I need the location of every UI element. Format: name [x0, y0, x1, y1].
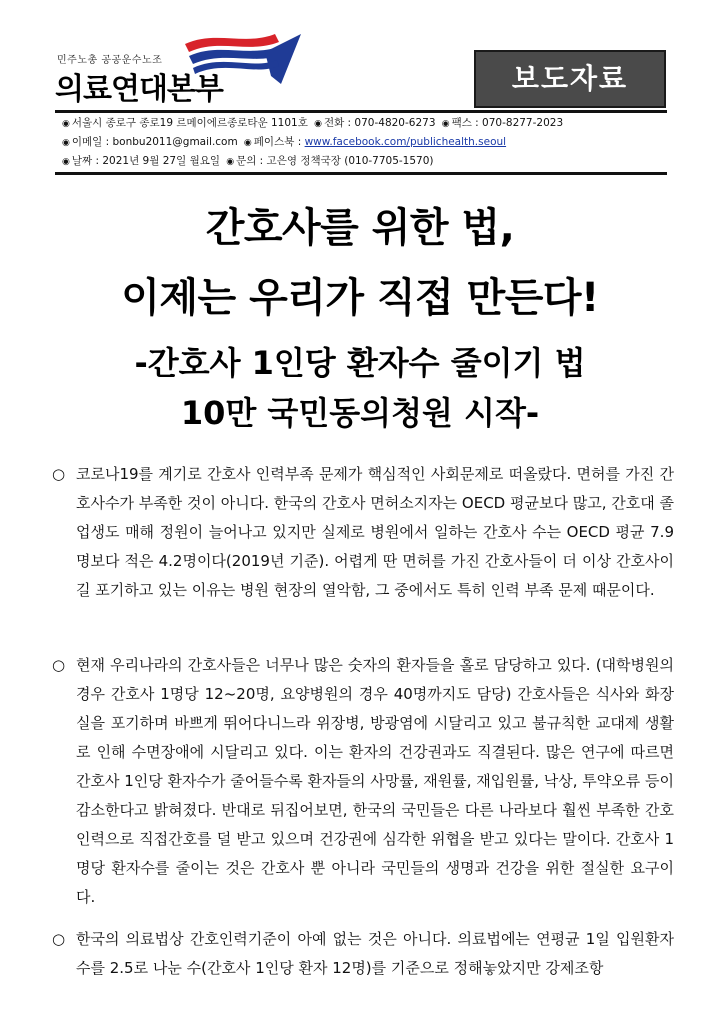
contact-text: 문의 : 고은영 정책국장 (010-7705-1570) — [236, 155, 434, 167]
date-text: 날짜 : 2021년 9월 27일 월요일 — [71, 155, 220, 167]
email-line — [62, 133, 662, 152]
subheadline-line-1: -간호사 1인당 환자수 줄이기 법 — [134, 344, 586, 382]
facebook-label: 페이스북 : — [253, 136, 305, 148]
circle-bullet-icon: ○ — [52, 656, 66, 674]
org-logo — [55, 28, 315, 108]
bullet-icon: ◉ — [62, 119, 70, 129]
fax-text: 팩스 : 070-8277-2023 — [451, 117, 564, 129]
bullet-icon: ◉ — [438, 119, 450, 129]
bullet-icon: ◉ — [241, 138, 252, 148]
circle-bullet-icon: ○ — [52, 465, 66, 483]
circle-bullet-icon: ○ — [52, 930, 66, 948]
paragraph-text: 현재 우리나라의 간호사들은 너무나 많은 숫자의 환자들을 홀로 담당하고 있다. (대학병원의 경우 간호사 1명당 12~20명, 요양병원의 경우 40명까지도 담당) 간호사들은 식사와 화장실을 포기하며 바쁘게 뛰어다니느라 위장병, 방광염에 시달리고 있고 불규칙한 교대제 생활로 인해 수면장애에 시달리고 있다. 이는 환자의 건강권과도 직결된다. 많은 연구에 따르면 간호사 1인당 환자수가 줄어들수록 환자들의 사망률, 재원률, 재입원률, 낙상, 투약오류 등이 감소한다고 밝혀졌다. 반대로 뒤집어보면, 한국의 국민들은 다른 나라보다 훨씬 부족한 간호인력으로 직접간호를 덜 받고 있으며 건강권에 심각한 위협을 받고 있다는 말이다. 간호사 1명당 환자수를 줄이는 것은 간호사 뿐 아니라 국민들의 생명과 건강을 위한 절실한 요구이다. — [76, 656, 674, 906]
info-divider — [55, 172, 667, 175]
paragraph-3 — [52, 925, 674, 983]
press-release-badge: 보도자료 — [474, 50, 666, 108]
document-header — [55, 28, 667, 112]
paragraph-text: 한국의 의료법상 간호인력기준이 아예 없는 것은 아니다. 의료법에는 연평균 1일 입원환자수를 2.5로 나눈 수(간호사 1인당 환자 12명)를 기준으로 정해놓았지만 강제조항 — [76, 930, 674, 977]
address-line — [62, 114, 662, 133]
date-line — [62, 152, 662, 171]
bullet-icon: ◉ — [311, 119, 322, 129]
header-divider — [55, 110, 667, 113]
bullet-icon: ◉ — [62, 157, 70, 167]
paragraph-text: 코로나19를 계기로 간호사 인력부족 문제가 핵심적인 사회문제로 떠올랐다. 면허를 가진 간호사수가 부족한 것이 아니다. 한국의 간호사 면허소지자는 OECD 평균보다 많고, 간호대 졸업생도 매해 정원이 늘어나고 있지만 실제로 병원에서 일하는 간호사 수는 OECD 평균 7.9명보다 적은 4.2명이다(2019년 기준). 어렵게 딴 면허를 가진 간호사들이 더 이상 간호사이길 포기하고 있는 이유는 병원 현장의 열악함, 그 중에서도 특히 인력 부족 문제 때문이다. — [76, 465, 674, 599]
headline-line-1: 간호사를 위한 법, — [205, 205, 515, 251]
address-text: 서울시 종로구 종로19 르메이에르종로타운 1101호 — [71, 117, 308, 129]
subheadline-line-2: 10만 국민동의청원 시작- — [180, 394, 540, 432]
union-name: 민주노총 공공운수노조 — [57, 55, 163, 66]
email-text: 이메일 : bonbu2011@gmail.com — [71, 136, 238, 148]
phone-text: 전화 : 070-4820-6273 — [323, 117, 436, 129]
paragraph-1 — [52, 460, 674, 605]
bullet-icon: ◉ — [223, 157, 235, 167]
contact-info — [62, 114, 662, 171]
bullet-icon: ◉ — [62, 138, 70, 148]
headline-line-2: 이제는 우리가 직접 만든다! — [121, 275, 599, 321]
facebook-link[interactable]: www.facebook.com/publichealth.seoul — [304, 136, 507, 148]
paragraph-2 — [52, 651, 674, 912]
org-name: 의료연대본부 — [55, 72, 223, 107]
